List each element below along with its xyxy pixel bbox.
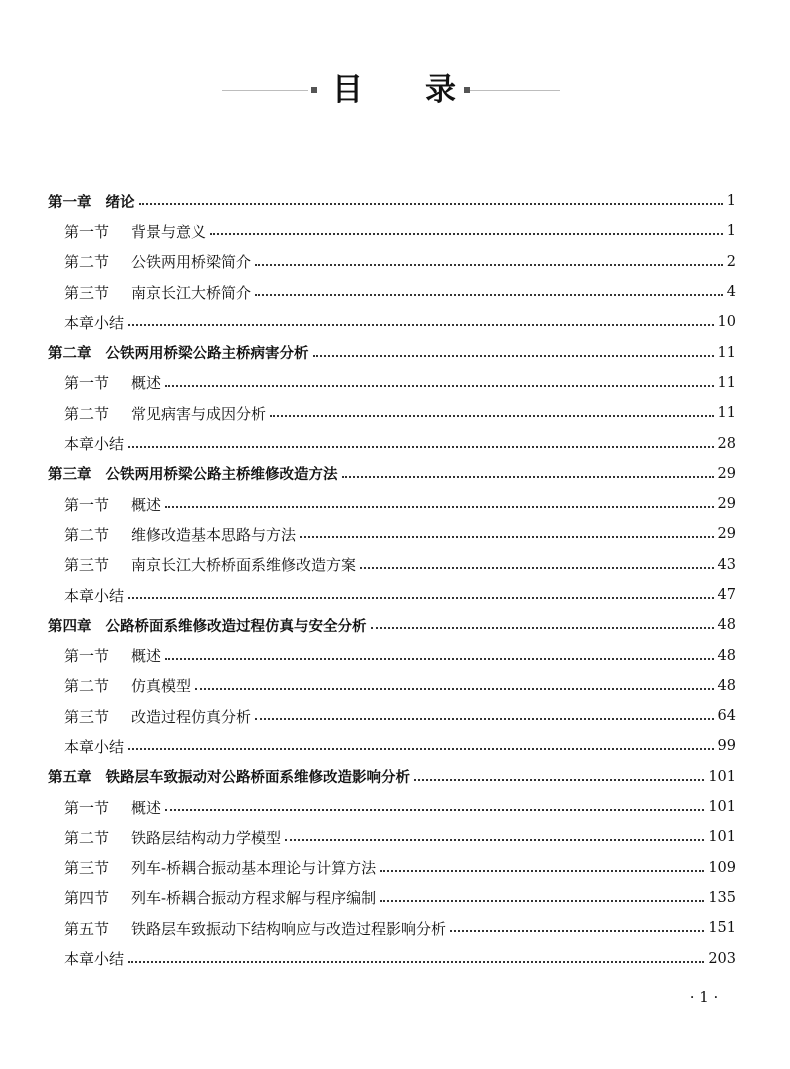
toc-entry-page: 1: [726, 223, 736, 240]
toc-entry-label: [64, 706, 251, 727]
toc-entry-title: 维修改造基本思路与方法: [131, 525, 297, 544]
toc-entry-title: 公路桥面系维修改造过程仿真与安全分析: [105, 618, 367, 635]
toc-entry-page: 203: [708, 950, 736, 967]
toc-dot-leader: [313, 355, 714, 357]
toc-entry-label: [64, 554, 356, 575]
toc-entry-page: 48: [717, 677, 736, 694]
toc-section-entry[interactable]: [48, 398, 736, 428]
toc-entry-number: 第一节: [64, 798, 110, 817]
toc-entry-number: 第一节: [64, 495, 110, 514]
page-title: [332, 68, 456, 112]
toc-entry-page: 2: [726, 253, 736, 270]
toc-entry-label: [64, 251, 251, 272]
toc-section-entry[interactable]: [48, 247, 736, 277]
toc-chapter-entry[interactable]: [48, 610, 736, 640]
toc-entry-page: 11: [717, 374, 736, 391]
toc-entry-title: 本章小结: [64, 950, 125, 969]
toc-section-entry[interactable]: [48, 368, 736, 398]
toc-entry-title: 列车-桥耦合振动方程求解与程序编制: [131, 889, 377, 908]
toc-entry-number: 第三节: [64, 556, 110, 575]
toc-entry-number: 第一章: [48, 194, 92, 211]
toc-entry-page: 29: [717, 496, 736, 513]
toc-dot-leader: [128, 961, 704, 963]
toc-dot-leader: [285, 839, 704, 841]
toc-entry-number: 第二章: [48, 346, 92, 363]
toc-entry-label: [64, 312, 124, 333]
toc-dot-leader: [128, 324, 714, 326]
toc-entry-number: 第四章: [48, 618, 92, 635]
toc-entry-page: 64: [717, 708, 736, 725]
toc-entry-title: 概述: [131, 495, 162, 514]
toc-dot-leader: [165, 809, 704, 811]
toc-entry-title: 概述: [131, 647, 162, 666]
toc-entry-label: [64, 887, 376, 908]
toc-entry-title: 列车-桥耦合振动基本理论与计算方法: [131, 859, 377, 878]
toc-entry-title: 本章小结: [64, 313, 125, 332]
toc-entry-page: 135: [708, 889, 736, 906]
toc-dot-leader: [165, 506, 714, 508]
toc-entry-label: [64, 494, 161, 515]
toc-dot-leader: [139, 203, 723, 205]
toc-entry-page: 48: [717, 647, 736, 664]
toc-dot-leader: [165, 658, 714, 660]
toc-entry-label: [64, 524, 296, 545]
toc-entry-number: 第一节: [64, 222, 110, 241]
table-of-contents: [48, 186, 736, 974]
toc-section-entry[interactable]: [48, 943, 736, 973]
toc-entry-title: 概述: [131, 798, 162, 817]
toc-entry-page: 48: [717, 617, 736, 634]
toc-entry-label: [48, 615, 367, 636]
toc-entry-number: 第二节: [64, 404, 110, 423]
toc-entry-title: 铁路层车致振动对公路桥面系维修改造影响分析: [105, 770, 410, 787]
toc-entry-number: 第二节: [64, 828, 110, 847]
toc-dot-leader: [255, 718, 714, 720]
title-rule-left: [222, 90, 308, 91]
toc-entry-label: [64, 797, 161, 818]
toc-dot-leader: [195, 688, 714, 690]
toc-entry-title: 公铁两用桥梁公路主桥维修改造方法: [105, 467, 338, 484]
toc-section-entry[interactable]: [48, 671, 736, 701]
toc-entry-title: 南京长江大桥简介: [131, 283, 252, 302]
toc-dot-leader: [450, 930, 704, 932]
toc-dot-leader: [300, 536, 714, 538]
title-rule-right: [470, 90, 560, 91]
toc-entry-page: 101: [708, 768, 736, 785]
toc-entry-page: 1: [726, 193, 736, 210]
toc-section-entry[interactable]: [48, 580, 736, 610]
toc-entry-label: [64, 918, 446, 939]
toc-entry-title: 概述: [131, 374, 162, 393]
toc-entry-number: 第三节: [64, 707, 110, 726]
toc-entry-page: 29: [717, 526, 736, 543]
toc-title-block: [0, 68, 790, 112]
title-char-2: 录: [425, 72, 456, 108]
title-square-left: [311, 87, 317, 93]
toc-entry-page: 11: [717, 344, 736, 361]
toc-section-entry[interactable]: [48, 277, 736, 307]
toc-chapter-entry[interactable]: [48, 762, 736, 792]
toc-entry-number: 第三节: [64, 859, 110, 878]
toc-dot-leader: [128, 748, 714, 750]
toc-dot-leader: [128, 597, 714, 599]
toc-chapter-entry[interactable]: [48, 186, 736, 216]
toc-entry-number: 第四节: [64, 889, 110, 908]
toc-dot-leader: [165, 385, 714, 387]
toc-entry-label: [64, 585, 124, 606]
toc-entry-title: 公铁两用桥梁公路主桥病害分析: [105, 346, 309, 363]
toc-dot-leader: [414, 779, 704, 781]
toc-entry-label: [64, 403, 266, 424]
toc-entry-label: [64, 736, 124, 757]
toc-entry-title: 改造过程仿真分析: [131, 707, 252, 726]
toc-entry-label: [48, 191, 135, 212]
toc-entry-title: 公铁两用桥梁简介: [131, 253, 252, 272]
toc-entry-label: [64, 857, 376, 878]
toc-entry-label: [64, 221, 206, 242]
toc-entry-page: 43: [717, 556, 736, 573]
toc-entry-label: [64, 675, 191, 696]
toc-dot-leader: [270, 415, 714, 417]
toc-entry-number: 第三章: [48, 467, 92, 484]
toc-entry-number: 第一节: [64, 374, 110, 393]
toc-entry-label: [64, 282, 251, 303]
toc-dot-leader: [342, 476, 714, 478]
toc-entry-number: 第一节: [64, 647, 110, 666]
toc-section-entry[interactable]: [48, 489, 736, 519]
toc-entry-page: 29: [717, 465, 736, 482]
toc-entry-page: 28: [717, 435, 736, 452]
toc-entry-label: [64, 827, 281, 848]
toc-section-entry[interactable]: [48, 883, 736, 913]
toc-section-entry[interactable]: [48, 731, 736, 761]
toc-entry-title: 本章小结: [64, 435, 125, 454]
toc-entry-number: 第五章: [48, 770, 92, 787]
toc-dot-leader: [255, 294, 723, 296]
toc-entry-number: 第二节: [64, 525, 110, 544]
toc-chapter-entry[interactable]: [48, 459, 736, 489]
toc-dot-leader: [380, 870, 704, 872]
toc-entry-title: 本章小结: [64, 586, 125, 605]
toc-section-entry[interactable]: [48, 853, 736, 883]
toc-entry-title: 仿真模型: [131, 677, 192, 696]
toc-entry-title: 铁路层车致振动下结构响应与改造过程影响分析: [131, 919, 447, 938]
toc-entry-label: [64, 645, 161, 666]
toc-entry-label: [64, 948, 124, 969]
title-char-1: 目: [332, 72, 363, 108]
toc-chapter-entry[interactable]: [48, 337, 736, 367]
toc-entry-title: 南京长江大桥桥面系维修改造方案: [131, 556, 357, 575]
toc-dot-leader: [371, 627, 714, 629]
toc-dot-leader: [128, 446, 714, 448]
toc-section-entry[interactable]: [48, 701, 736, 731]
toc-dot-leader: [380, 900, 704, 902]
toc-entry-page: 101: [708, 799, 736, 816]
toc-entry-label: [48, 342, 309, 363]
toc-section-entry[interactable]: [48, 550, 736, 580]
toc-dot-leader: [255, 264, 723, 266]
toc-entry-page: 99: [717, 738, 736, 755]
page-number: · 1 ·: [689, 988, 719, 1006]
toc-entry-label: [48, 463, 338, 484]
toc-entry-title: 本章小结: [64, 737, 125, 756]
toc-entry-number: 第二节: [64, 677, 110, 696]
toc-section-entry[interactable]: [48, 307, 736, 337]
toc-section-entry[interactable]: [48, 519, 736, 549]
toc-section-entry[interactable]: [48, 216, 736, 246]
toc-entry-title: 铁路层结构动力学模型: [131, 828, 282, 847]
toc-entry-title: 绪论: [105, 194, 135, 211]
toc-section-entry[interactable]: [48, 428, 736, 458]
toc-entry-title: 背景与意义: [131, 222, 207, 241]
toc-entry-page: 47: [717, 587, 736, 603]
toc-entry-page: 4: [726, 284, 736, 301]
toc-entry-label: [64, 372, 161, 393]
toc-entry-page: 11: [717, 405, 736, 422]
toc-entry-page: 10: [717, 314, 736, 331]
toc-entry-number: 第五节: [64, 919, 110, 938]
toc-entry-page: 109: [708, 859, 736, 876]
toc-section-entry[interactable]: [48, 913, 736, 943]
toc-dot-leader: [210, 233, 723, 235]
toc-entry-title: 常见病害与成因分析: [131, 404, 267, 423]
toc-section-entry[interactable]: [48, 822, 736, 852]
toc-section-entry[interactable]: [48, 640, 736, 670]
toc-entry-number: 第二节: [64, 253, 110, 272]
toc-entry-label: [48, 766, 410, 787]
toc-section-entry[interactable]: [48, 792, 736, 822]
toc-entry-label: [64, 433, 124, 454]
toc-dot-leader: [360, 567, 714, 569]
toc-entry-page: 101: [708, 829, 736, 846]
toc-entry-page: 151: [708, 920, 736, 937]
toc-entry-number: 第三节: [64, 283, 110, 302]
